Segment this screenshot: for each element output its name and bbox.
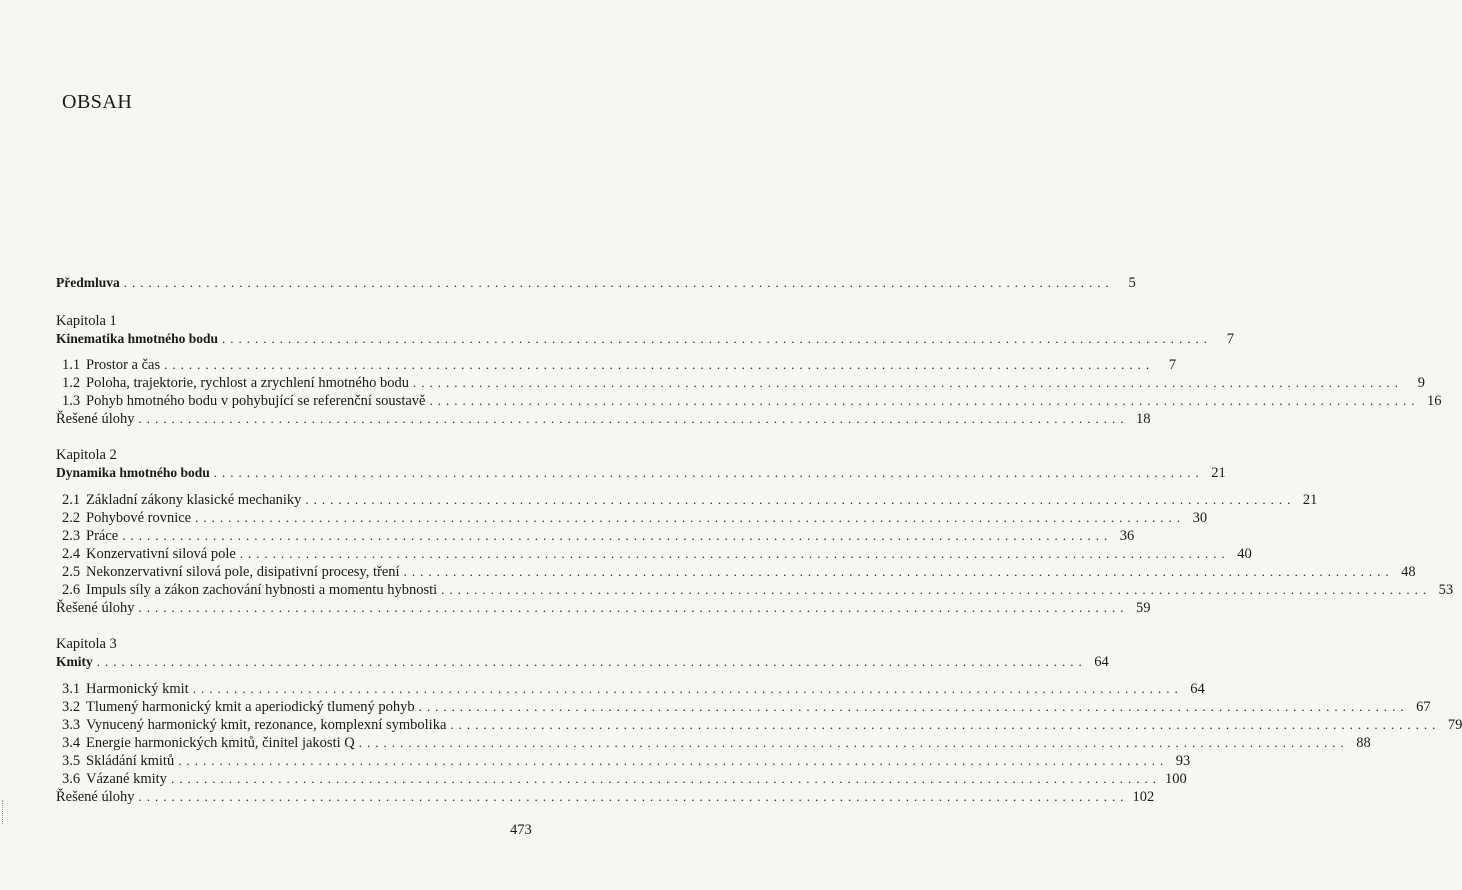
toc-entry-label: Práce: [86, 528, 119, 544]
section-number: 3.3: [62, 717, 81, 733]
dot-leader: ........................................................................................................................: [164, 357, 1155, 372]
dot-leader: ........................................................................................................................: [222, 331, 1213, 346]
toc-page-number: 21: [1211, 465, 1226, 481]
toc-page-number: 79: [1447, 717, 1462, 733]
toc-entry-label: Vynucený harmonický kmit, rezonance, komplexní symbolika: [86, 717, 447, 733]
toc-entry-section: [62, 770, 1187, 788]
toc-entry-label: Energie harmonických kmitů, činitel jakosti Q: [86, 735, 355, 751]
toc-page-number: 64: [1094, 654, 1109, 670]
toc-entry-label: Kmity: [56, 654, 93, 669]
section-number: 1.1: [62, 357, 81, 373]
binding-mark: [2, 800, 5, 824]
section-number: 2.3: [62, 528, 81, 544]
toc-entry-section: [62, 680, 1205, 698]
toc-entry-label: Poloha, trajektorie, rychlost a zrychlení hmotného bodu: [86, 375, 409, 391]
toc-entry-label: Tlumený harmonický kmit a aperiodický tlumený pohyb: [86, 699, 415, 715]
dot-leader: ........................................................................................................................: [412, 375, 1403, 390]
toc-entry-chapter-title: [56, 653, 1109, 671]
toc-page-number: 16: [1426, 393, 1442, 409]
toc-page-number: 18: [1136, 411, 1151, 427]
toc-entry-section: [62, 752, 1191, 770]
dot-leader: ........................................................................................................................: [418, 699, 1409, 714]
toc-entry-label: Řešené úlohy: [56, 411, 135, 427]
section-number: 3.6: [62, 771, 81, 787]
section-number: 2.1: [62, 492, 81, 508]
dot-leader: ........................................................................................................................: [441, 582, 1432, 597]
dot-leader: ........................................................................................................................: [403, 564, 1394, 579]
toc-entry-label: Pohybové rovnice: [86, 510, 192, 526]
dot-leader: ........................................................................................................................: [305, 492, 1296, 507]
section-number: 3.4: [62, 735, 81, 751]
toc-entry-chapter-title: [56, 464, 1226, 482]
toc-entry-section: [62, 698, 1431, 716]
toc-entry-section: [62, 716, 1462, 734]
dot-leader: ........................................................................................................................: [138, 789, 1129, 804]
section-number: 3.5: [62, 753, 81, 769]
chapter-heading: Kapitola 3: [56, 636, 117, 652]
toc-page-number: 7: [1226, 331, 1235, 347]
dot-leader: ........................................................................................................................: [96, 654, 1087, 669]
toc-entry-section: [62, 392, 1442, 410]
toc-page-number: 21: [1302, 492, 1318, 508]
toc-entry-section: [62, 356, 1177, 374]
toc-entry-chapter-title: [56, 330, 1235, 348]
toc-entry-preface: [56, 274, 1136, 292]
dot-leader: ........................................................................................................................: [138, 600, 1129, 615]
chapter-heading: Kapitola 1: [56, 313, 117, 329]
dot-leader: ........................................................................................................................: [123, 275, 1114, 290]
dot-leader: ........................................................................................................................: [195, 510, 1186, 525]
toc-page-number: 36: [1119, 528, 1135, 544]
dot-leader: ........................................................................................................................: [170, 771, 1161, 786]
toc-entry-label: Základní zákony klasické mechaniky: [86, 492, 302, 508]
toc-entry-section: [62, 563, 1416, 581]
dot-leader: ........................................................................................................................: [192, 681, 1183, 696]
toc-page-number: 9: [1417, 375, 1425, 391]
toc-page-number: 102: [1132, 789, 1155, 805]
toc-page-number: 5: [1128, 275, 1136, 291]
toc-page-number: 88: [1356, 735, 1371, 751]
section-number: 3.1: [62, 681, 81, 697]
section-number: 2.4: [62, 546, 81, 562]
dot-leader: ........................................................................................................................: [138, 411, 1129, 426]
toc-entry-label: Řešené úlohy: [56, 600, 135, 616]
toc-entry-label: Řešené úlohy: [56, 789, 135, 805]
toc-entry-label: Nekonzervativní silová pole, disipativní procesy, tření: [86, 564, 400, 580]
page-folio: 473: [510, 822, 532, 838]
toc-page-number: 64: [1190, 681, 1205, 697]
toc-entry-solved: [56, 788, 1155, 806]
toc-page-number: 48: [1401, 564, 1416, 580]
dot-leader: ........................................................................................................................: [429, 393, 1420, 408]
toc-entry-section: [62, 581, 1454, 599]
toc-page-number: 40: [1237, 546, 1252, 562]
toc-entry-section: [62, 491, 1318, 509]
section-number: 1.3: [62, 393, 81, 409]
dot-leader: ........................................................................................................................: [178, 753, 1169, 768]
toc-entry-section: [62, 374, 1425, 392]
toc-entry-section: [62, 734, 1371, 752]
toc-entry-label: Dynamika hmotného bodu: [56, 465, 210, 480]
toc-page-number: 100: [1164, 771, 1187, 787]
toc-entry-label: Vázané kmity: [86, 771, 167, 787]
toc-page-number: 93: [1175, 753, 1191, 769]
dot-leader: ........................................................................................................................: [239, 546, 1230, 561]
chapter-heading: Kapitola 2: [56, 447, 117, 463]
dot-leader: ........................................................................................................................: [213, 465, 1204, 480]
toc-entry-label: Pohyb hmotného bodu v pohybující se referenční soustavě: [86, 393, 426, 409]
toc-entry-section: [62, 509, 1208, 527]
toc-page-number: 7: [1168, 357, 1177, 373]
toc-page-number: 59: [1136, 600, 1151, 616]
toc-entry-label: Konzervativní silová pole: [86, 546, 236, 562]
toc-entry-label: Předmluva: [56, 275, 120, 290]
toc-entry-label: Impuls síly a zákon zachování hybnosti a momentu hybnosti: [86, 582, 438, 598]
toc-entry-label: Kinematika hmotného bodu: [56, 331, 219, 346]
dot-leader: ........................................................................................................................: [450, 717, 1441, 732]
section-number: 1.2: [62, 375, 81, 391]
toc-entry-solved: [56, 599, 1151, 617]
section-number: 2.6: [62, 582, 81, 598]
toc-page-number: 67: [1416, 699, 1431, 715]
section-number: 3.2: [62, 699, 81, 715]
dot-leader: ........................................................................................................................: [122, 528, 1113, 543]
dot-leader: ........................................................................................................................: [358, 735, 1349, 750]
toc-entry-label: Prostor a čas: [86, 357, 161, 373]
section-number: 2.5: [62, 564, 81, 580]
toc-entry-label: Skládání kmitů: [86, 753, 175, 769]
toc-entry-solved: [56, 410, 1151, 428]
page-title: OBSAH: [62, 91, 133, 113]
toc-entry-section: [62, 527, 1135, 545]
toc-page-number: 53: [1438, 582, 1454, 598]
section-number: 2.2: [62, 510, 81, 526]
toc-page-number: 30: [1192, 510, 1208, 526]
toc-entry-label: Harmonický kmit: [86, 681, 189, 697]
toc-entry-section: [62, 545, 1252, 563]
